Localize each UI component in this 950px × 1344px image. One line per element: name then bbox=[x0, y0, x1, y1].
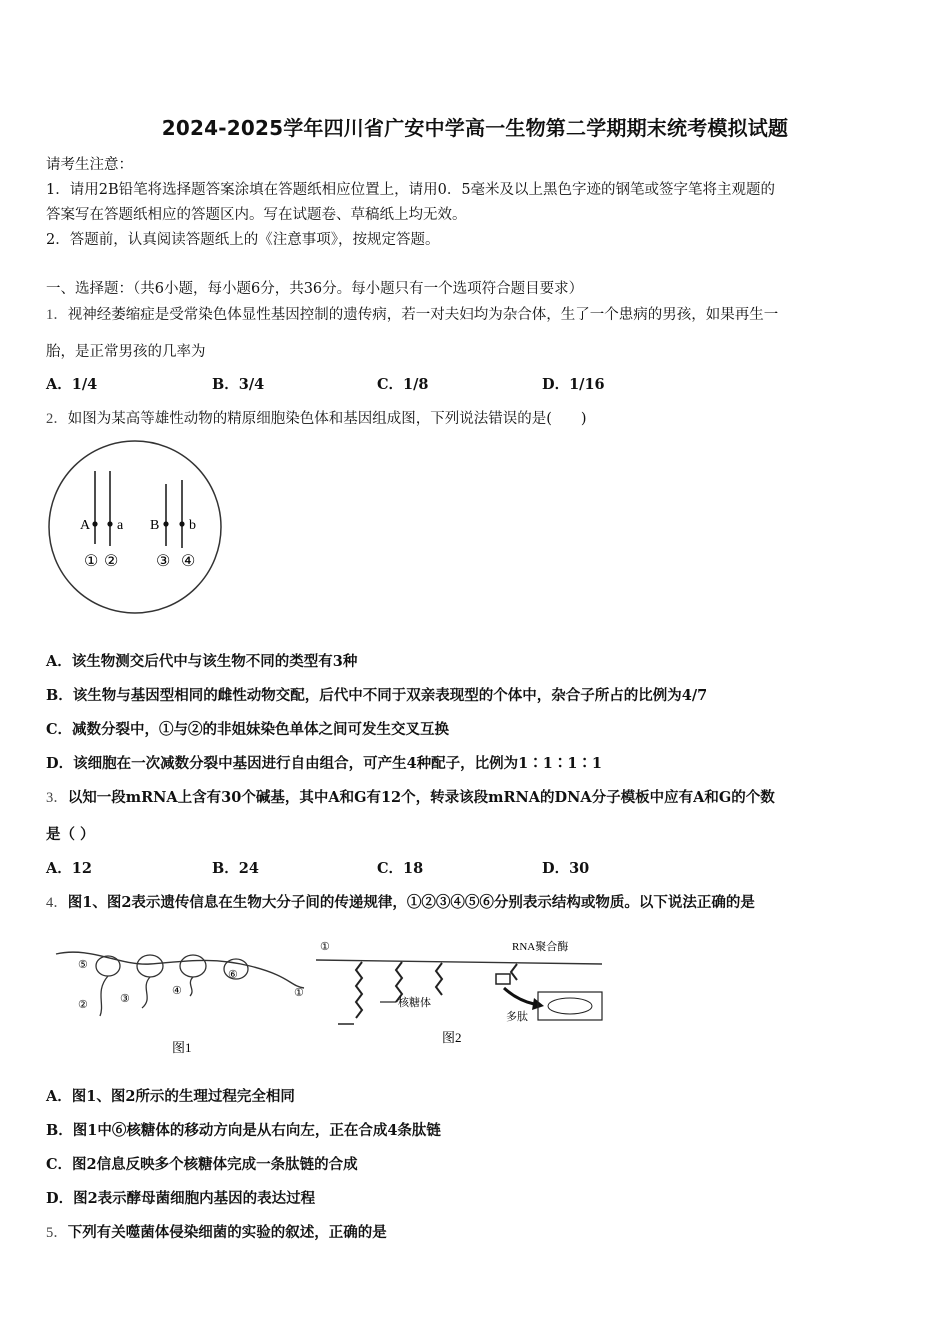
question-number: 2． bbox=[46, 411, 68, 427]
chromosome-figure bbox=[46, 436, 226, 618]
marker-6: ⑥ bbox=[228, 969, 238, 981]
figure-2-caption: 图2 bbox=[442, 1030, 462, 1045]
q3-option-d[interactable]: D．30 bbox=[542, 860, 590, 877]
notice-line-1a: 1．请用2B铅笔将选择题答案涂填在答题纸相应位置上，请用0．5毫米及以上黑色字迹的钢笔或签字笔将主观题的 bbox=[46, 182, 776, 198]
q2-option-c[interactable]: C．减数分裂中，①与②的非姐妹染色单体之间可发生交叉互换 bbox=[46, 721, 450, 738]
ribosome bbox=[137, 955, 163, 977]
question-2 bbox=[46, 407, 587, 428]
dna-strand bbox=[316, 960, 602, 964]
centromere bbox=[92, 521, 97, 526]
q1-option-d[interactable]: D．1/16 bbox=[542, 376, 605, 393]
question-number: 3． bbox=[46, 790, 68, 806]
marker-5: ⑤ bbox=[78, 959, 88, 971]
figure-2-transcription-translation bbox=[312, 934, 612, 1050]
mrna-strand bbox=[56, 952, 304, 988]
peptide-chain bbox=[142, 977, 150, 1008]
question-4 bbox=[46, 891, 755, 912]
q2-option-a[interactable]: A．该生物测交后代中与该生物不同的类型有3种 bbox=[46, 653, 358, 670]
q3-option-a[interactable]: A．12 bbox=[46, 860, 92, 877]
question-5 bbox=[46, 1221, 387, 1242]
question-text: 下列有关噬菌体侵染细菌的实验的叙述，正确的是 bbox=[67, 1224, 387, 1241]
question-number: 5． bbox=[46, 1225, 68, 1241]
chromosome-number-2: ② bbox=[104, 553, 119, 570]
question-text: 图1、图2表示遗传信息在生物大分子间的传递规律，①②③④⑤⑥分别表示结构或物质。以下说法正确的是 bbox=[67, 894, 755, 911]
notice-line-2: 2．答题前，认真阅读答题纸上的《注意事项》，按规定答题。 bbox=[46, 232, 440, 248]
notice-line-1b: 答案写在答题纸相应的答题区内。写在试题卷、草稿纸上均无效。 bbox=[46, 207, 467, 223]
question-1 bbox=[46, 303, 778, 324]
q3-option-c[interactable]: C．18 bbox=[377, 860, 424, 877]
centromere bbox=[107, 521, 112, 526]
figure-1-translation bbox=[50, 936, 312, 1060]
q2-option-d[interactable]: D．该细胞在一次减数分裂中基因进行自由组合，可产生4种配子，比例为1∶1∶1∶1 bbox=[46, 755, 603, 772]
chromosome-number-3: ③ bbox=[156, 553, 171, 570]
question-text: 如图为某高等雄性动物的精原细胞染色体和基因组成图，下列说法错误的是( ) bbox=[67, 411, 587, 427]
ribosome-label: 核糖体 bbox=[398, 997, 431, 1009]
centromere bbox=[179, 521, 184, 526]
q3-option-b[interactable]: B．24 bbox=[212, 860, 259, 877]
rna-polymerase-label: RNA聚合酶 bbox=[512, 941, 569, 953]
marker-1: ① bbox=[294, 987, 304, 999]
mrna-with-ribosomes bbox=[436, 963, 442, 995]
ribosome-box bbox=[496, 974, 510, 984]
gene-label-b: b bbox=[189, 518, 196, 533]
mrna-with-ribosomes bbox=[396, 962, 402, 1002]
question-text: 视神经萎缩症是受常染色体显性基因控制的遗传病，若一对夫妇均为杂合体，生了一个患病的男孩，如果再生一 bbox=[67, 307, 779, 323]
marker-1: ① bbox=[320, 941, 330, 953]
peptide-chain bbox=[190, 977, 193, 996]
arrow bbox=[504, 988, 534, 1004]
page-title: 2024-2025学年四川省广安中学高一生物第二学期期末统考模拟试题 bbox=[161, 116, 789, 140]
q1-option-c[interactable]: C．1/8 bbox=[377, 376, 429, 393]
q4-option-c[interactable]: C．图2信息反映多个核糖体完成一条肽链的合成 bbox=[46, 1156, 358, 1173]
marker-4: ④ bbox=[172, 985, 182, 997]
mrna-with-ribosomes bbox=[356, 962, 362, 1018]
ribosome bbox=[96, 956, 120, 976]
peptide-shape bbox=[548, 998, 592, 1014]
q4-option-a[interactable]: A．图1、图2所示的生理过程完全相同 bbox=[46, 1088, 295, 1105]
centromere bbox=[163, 521, 168, 526]
ribosome bbox=[180, 955, 206, 977]
question-text: 以知一段mRNA上含有30个碱基，其中A和G有12个，转录该段mRNA的DNA分子模板中应有A和G的个数 bbox=[67, 789, 775, 806]
q4-option-d[interactable]: D．图2表示酵母菌细胞内基因的表达过程 bbox=[46, 1190, 316, 1207]
mrna-with-ribosomes bbox=[511, 964, 517, 980]
question-number: 4． bbox=[46, 895, 68, 911]
chromosome-number-1: ① bbox=[84, 553, 99, 570]
question-1-cont: 胎，是正常男孩的几率为 bbox=[46, 344, 206, 360]
gene-label-a: a bbox=[117, 518, 124, 533]
question-3 bbox=[46, 786, 775, 807]
question-number: 1． bbox=[46, 307, 68, 323]
section-heading: 一、选择题：（共6小题，每小题6分，共36分。每小题只有一个选项符合题目要求） bbox=[46, 281, 584, 297]
peptide-chain bbox=[100, 976, 108, 1016]
chromosome-number-4: ④ bbox=[181, 553, 196, 570]
q1-option-a[interactable]: A．1/4 bbox=[46, 376, 98, 393]
q1-option-b[interactable]: B．3/4 bbox=[212, 376, 265, 393]
question-3-cont: 是（ ） bbox=[46, 826, 95, 843]
notice-heading: 请考生注意： bbox=[46, 157, 133, 173]
marker-3: ③ bbox=[120, 993, 130, 1005]
gene-label-A: A bbox=[80, 518, 91, 533]
gene-label-B: B bbox=[150, 518, 160, 533]
peptide-label: 多肽 bbox=[506, 1011, 528, 1023]
q4-option-b[interactable]: B．图1中⑥核糖体的移动方向是从右向左，正在合成4条肽链 bbox=[46, 1122, 441, 1139]
q2-option-b[interactable]: B．该生物与基因型相同的雌性动物交配，后代中不同于双亲表现型的个体中，杂合子所占的比例为4/7 bbox=[46, 687, 708, 704]
figure-1-caption: 图1 bbox=[172, 1040, 192, 1055]
marker-2: ② bbox=[78, 999, 88, 1011]
